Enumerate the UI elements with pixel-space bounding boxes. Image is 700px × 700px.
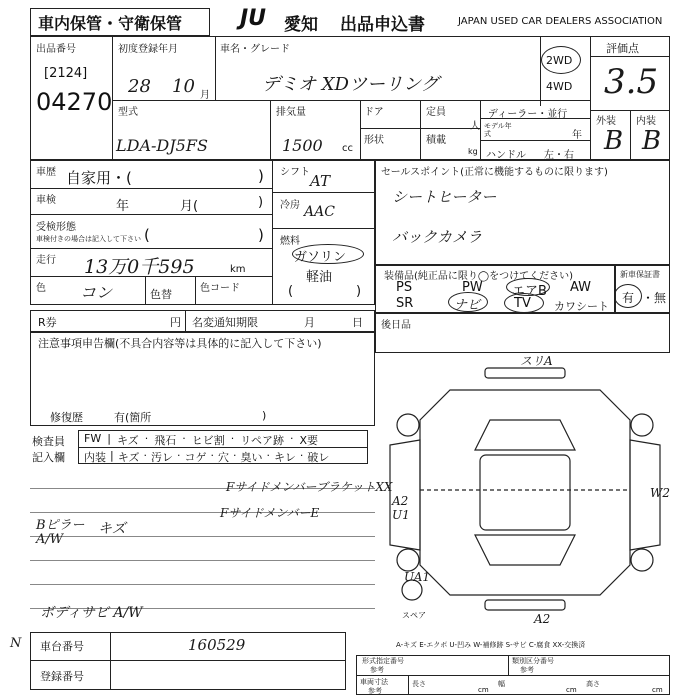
reception-open: ( (144, 226, 150, 244)
shift-value: AT (310, 172, 331, 190)
repair-close: ) (262, 409, 267, 422)
chk-interior: 内装 (84, 451, 106, 464)
rating-label: 評価点 (606, 42, 639, 55)
mark-rear-bumper: A2 (534, 612, 551, 626)
reception-sub: 車検付きの場合は記入して下さい (36, 235, 141, 243)
sales-point-2: バックカメラ (392, 228, 483, 246)
inspection-close: ) (258, 195, 264, 210)
inspector-note-5: キズ (98, 521, 126, 537)
chk-repair: リペア跡 (240, 434, 284, 447)
storage-note: 車内保管・守衛保管 (38, 14, 183, 33)
type-label: 型式 (118, 107, 138, 118)
diagram-roof (480, 455, 570, 530)
repair-value: 有(箇所 (114, 411, 152, 424)
mark-right-side: W2 (650, 486, 670, 500)
inspector-note-2: FサイドメンバーE (220, 506, 320, 520)
chk-stone: 飛石 (154, 434, 177, 447)
diagram-wheel-rr (631, 549, 653, 571)
inspector-note-4: A/W (36, 532, 64, 547)
spec-length: 長さ (412, 680, 426, 688)
dealer-label: ディーラー・並行 (488, 109, 568, 120)
person-unit: 人 (470, 121, 480, 132)
reception-label: 受検形態 (36, 222, 76, 233)
equip-ps: PS (396, 280, 413, 295)
sales-point-1: シートヒーター (392, 188, 497, 206)
chk-tear: 破レ (307, 451, 330, 464)
notice-month: 月 (304, 316, 315, 329)
spec-width-cm: cm (566, 686, 577, 694)
registration-month-unit: 月 (200, 90, 210, 101)
rating-score: 3.5 (604, 62, 659, 102)
drive-2wd-circle (541, 46, 581, 74)
repair-label: 修復歴 (50, 411, 83, 424)
equip-aw: AW (570, 280, 592, 295)
fuel-open: ( (288, 284, 294, 299)
recycle-label: R券 (38, 316, 57, 329)
mark-left-side: A2 U1 (392, 494, 410, 522)
inspection-month: 月( (180, 199, 199, 214)
model-value: デミオ XDツーリング (262, 74, 439, 95)
lot-label: 出品番号 (36, 44, 76, 55)
warranty-no: 無 (654, 291, 667, 305)
chk-crack: ヒビ割 (191, 434, 225, 447)
fuel-label: 燃料 (280, 236, 300, 247)
sales-points-label: セールスポイント(正常に機能するものに限ります) (381, 167, 608, 178)
mileage-label: 走行 (36, 255, 56, 266)
diagram-wheel-fr (631, 414, 653, 436)
handle-label: ハンドル (486, 150, 526, 161)
exterior-label: 外装 (596, 116, 616, 127)
warranty-yes-circle (614, 284, 642, 308)
history-label: 車歴 (36, 167, 56, 178)
fuel-selected-circle (292, 244, 364, 264)
chk-scratch: キズ (116, 434, 139, 447)
spec-b1-sub: 参考 (370, 666, 384, 674)
history-value: 自家用・( (66, 169, 132, 187)
diagram-body-outline (420, 390, 630, 595)
reg-number-label: 登録番号 (40, 670, 84, 683)
spec-width: 幅 (498, 680, 505, 688)
registration-year: 28 (128, 76, 151, 97)
color-label: 色 (36, 283, 46, 294)
equip-airbag: エアB (512, 284, 547, 299)
warranty-yes: 有 (622, 291, 635, 305)
inspector-note-3: Bピラー (36, 518, 85, 533)
model-label: 車名・グレード (220, 44, 290, 55)
after-day-box (375, 313, 670, 353)
load-label: 積載 (426, 135, 446, 146)
kg-unit: kg (468, 147, 478, 156)
diagram-rear-bumper (485, 600, 565, 610)
notice-day: 日 (352, 316, 363, 329)
warranty-label: 新車保証書 (620, 270, 660, 279)
chk-burn: コゲ (184, 451, 207, 464)
equip-pw-note: ナビ (454, 298, 481, 313)
interior-grade: B (642, 126, 662, 156)
chk-cut: キレ (274, 451, 296, 464)
exterior-grade: B (604, 126, 624, 156)
fuel-gasoline: ガソリン (294, 250, 347, 265)
inspector-note-1: FサイドメンバーブラケットXX (226, 480, 393, 494)
cc-unit: cc (342, 143, 353, 154)
diagram-windshield (475, 420, 575, 450)
spec-length-cm: cm (478, 686, 489, 694)
doors-label: ドア (364, 107, 384, 118)
equip-tv-circle (504, 293, 544, 313)
shape-label: 形状 (364, 135, 384, 146)
capacity-label: 定員 (426, 107, 446, 118)
shift-label: シフト (280, 167, 310, 178)
lot-sub-number: [2124] (44, 66, 88, 81)
chassis-label: 車台番号 (40, 640, 84, 653)
equip-pw: PW (462, 280, 483, 295)
checker-row-2: 内装 | キズ · 汚レ · コゲ · 穴 · 臭い · キレ · 破レ (84, 449, 330, 464)
mark-left-rear: UA1 (404, 570, 431, 584)
drive-4wd: 4WD (546, 80, 573, 93)
equip-pw-circle (448, 292, 488, 312)
year-unit: 年 (572, 130, 582, 141)
chk-smell: 臭い (240, 451, 263, 464)
recycle-yen: 円 (170, 316, 181, 329)
margin-mark: N (10, 636, 22, 651)
displacement-value: 1500 (282, 136, 323, 155)
mark-front-bumper: スリA (520, 354, 553, 368)
handle-options: 左・右 (544, 150, 574, 161)
checker-label-2: 記入欄 (32, 451, 65, 464)
spec-height-cm: cm (652, 686, 663, 694)
color-code-label: 色コード (200, 283, 240, 294)
form-subtitle: JAPAN USED CAR DEALERS ASSOCIATION (458, 16, 663, 27)
registration-label: 初度登録年月 (118, 44, 178, 55)
spec-b2: 類別区分番号 (512, 657, 554, 665)
fuel-close: ) (356, 284, 362, 299)
car-diagram (380, 350, 670, 635)
checker-row-1: FW | キズ · 飛石 · ヒビ割 · リペア跡 · X要 (84, 432, 319, 447)
chk-int-scratch: キズ (117, 451, 140, 464)
diagram-top-bumper (485, 368, 565, 378)
spare-label: スペア (402, 611, 426, 620)
equip-tv: TV (514, 296, 531, 311)
notes-label: 注意事項申告欄(不具合内容等は具体的に記入して下さい) (38, 337, 322, 350)
ac-label: 冷房 (280, 200, 300, 211)
interior-label: 内装 (636, 116, 656, 127)
damage-legend: A-キズ E-エクボ U-凹み W-補修跡 S-サビ C-腐食 XX-交換済 (396, 641, 586, 649)
notice-label: 名変通知期限 (192, 316, 258, 329)
warranty-sep: ・ (642, 291, 655, 305)
spec-b3: 車両寸法 (360, 678, 388, 686)
history-close: ) (258, 167, 264, 185)
color-change-label: 色替 (150, 288, 172, 301)
color-value: コン (80, 283, 113, 302)
ac-value: AAC (304, 204, 335, 220)
diagram-rear-window (475, 535, 575, 565)
chassis-value: 160529 (188, 636, 246, 654)
diagram-wheel-rl (397, 549, 419, 571)
spec-height: 高さ (586, 680, 600, 688)
fuel-diesel: 軽油 (306, 270, 333, 285)
chk-fw: FW (84, 432, 102, 445)
type-value: LDA-DJ5FS (116, 136, 208, 155)
inspection-label: 車検 (36, 195, 56, 206)
chk-hole: 穴 (218, 451, 229, 464)
chk-dirt: 汚レ (151, 451, 173, 464)
mileage-unit: km (230, 264, 246, 275)
model-year-label: モデル年式 (484, 122, 512, 138)
inspector-note-6: ボディサビ A/W (40, 605, 143, 621)
chk-replace: X要 (299, 434, 319, 447)
spec-b2-sub: 参考 (520, 666, 534, 674)
registration-month: 10 (172, 76, 195, 97)
org-name: 愛知 (284, 15, 318, 35)
displacement-label: 排気量 (276, 107, 306, 118)
after-day-label: 後日品 (381, 320, 411, 331)
form-title: 出品申込書 (340, 15, 425, 35)
mileage-value: 13万0千595 (84, 256, 195, 278)
logo: JU (240, 6, 267, 31)
diagram-wheel-fl (397, 414, 419, 436)
spec-b3-sub: 参考 (368, 687, 382, 695)
equip-sr: SR (396, 296, 414, 311)
equipment-label: 装備品(純正品に限り◯をつけてください) (384, 271, 573, 282)
lot-number: 04270 (36, 88, 113, 116)
checker-label-1: 検査員 (32, 435, 65, 448)
spec-b1: 形式指定番号 (362, 657, 404, 665)
equip-seat: カワシート (554, 300, 609, 313)
drive-2wd: 2WD (546, 54, 573, 67)
inspection-year: 年 (116, 199, 130, 214)
reception-close: ) (258, 226, 264, 244)
